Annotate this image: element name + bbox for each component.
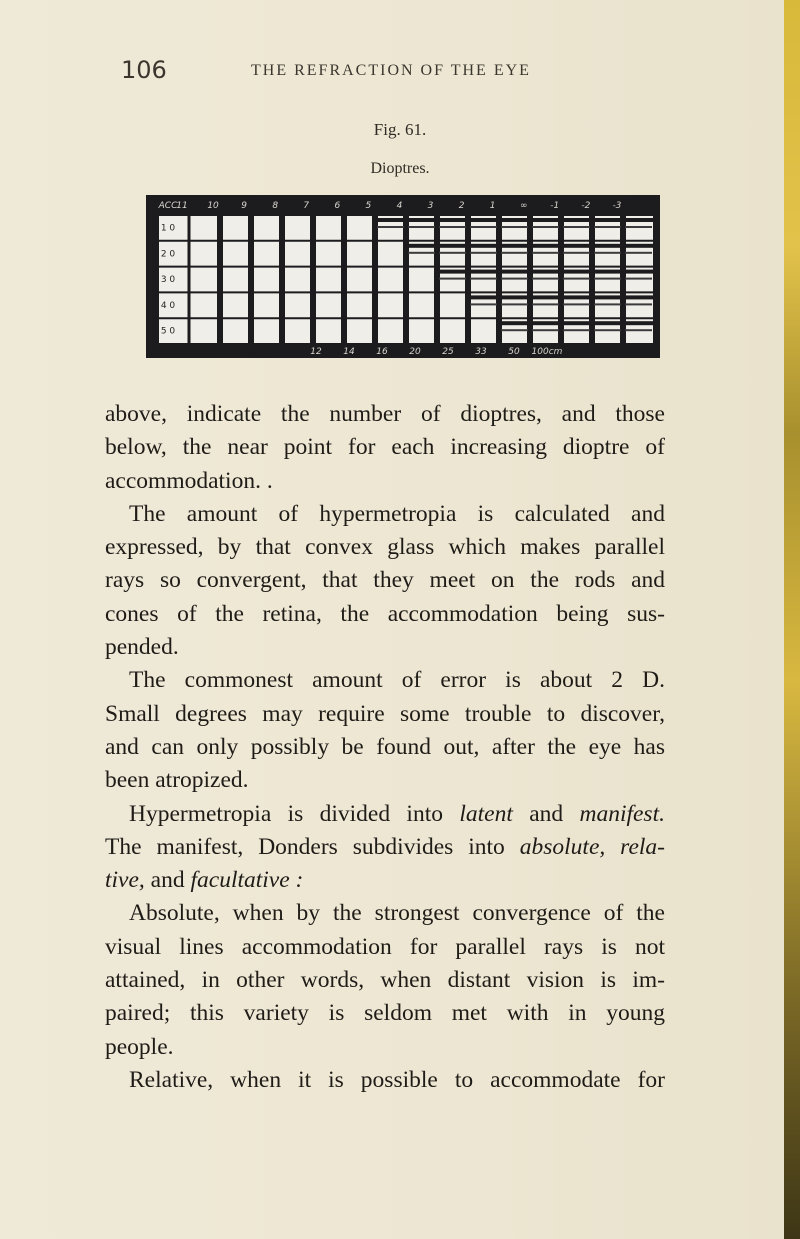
term-manifest: manifest. <box>579 800 665 827</box>
text-line: Relative, when it is possible to accommodate for <box>129 1066 665 1093</box>
accommodation-bar <box>530 270 561 274</box>
body-text <box>105 398 665 1097</box>
top-scale-label: 11 <box>176 201 188 211</box>
accommodation-bar <box>499 218 530 222</box>
accommodation-bar <box>592 321 623 325</box>
accommodation-bar <box>532 252 559 254</box>
accommodation-bar <box>625 329 652 331</box>
accommodation-bar <box>499 321 530 325</box>
text-line: above, indicate the number of dioptres, and those <box>105 401 665 427</box>
row-label: 3 0 <box>160 275 176 286</box>
accommodation-bar <box>530 295 561 299</box>
accommodation-bar <box>530 244 561 248</box>
top-scale-label: 7 <box>303 201 310 211</box>
accommodation-bar <box>563 226 590 228</box>
accommodation-bar <box>623 218 654 222</box>
text-line: Small degrees may require some trouble to discover, <box>105 700 665 727</box>
text-line: below, the near point for each increasing dioptre of <box>105 434 665 461</box>
accommodation-bar <box>501 278 528 280</box>
text-line: expressed, by that convex glass which makes parallel <box>105 534 665 561</box>
accommodation-bar <box>532 278 559 280</box>
accommodation-bar <box>625 278 652 280</box>
accommodation-bar <box>623 270 654 274</box>
running-head: THE REFRACTION OF THE EYE <box>251 62 531 79</box>
accommodation-bar <box>439 252 466 254</box>
accommodation-bar <box>468 270 499 274</box>
accommodation-bar <box>437 244 468 248</box>
text-line: cones of the retina, the accommodation being sus- <box>105 600 665 627</box>
accommodation-bar <box>594 303 621 305</box>
top-scale-label: ∞ <box>519 201 528 211</box>
top-scale-label: -2 <box>581 201 591 211</box>
accommodation-bar <box>501 329 528 331</box>
accommodation-bar <box>563 278 590 280</box>
accommodation-bar <box>530 321 561 325</box>
accommodation-bar <box>406 218 437 222</box>
accommodation-bar <box>592 244 623 248</box>
accommodation-bar <box>594 226 621 228</box>
bottom-scale-label: 14 <box>343 347 355 357</box>
accommodation-bar <box>561 218 592 222</box>
dioptre-diagram <box>146 195 660 358</box>
accommodation-bar <box>530 218 561 222</box>
top-scale-label: 6 <box>334 201 341 211</box>
top-scale-label: ACC <box>158 201 178 211</box>
accommodation-bar <box>499 244 530 248</box>
term-facultative: facultative : <box>190 867 304 894</box>
row-label: 4 0 <box>160 300 176 311</box>
term-latent: latent <box>459 800 513 827</box>
accommodation-bar <box>592 270 623 274</box>
accommodation-bar <box>561 244 592 248</box>
accommodation-bar <box>408 226 435 228</box>
top-scale-label: 10 <box>207 201 219 211</box>
accommodation-bar <box>592 295 623 299</box>
top-scale-label: 2 <box>458 201 465 211</box>
accommodation-bar <box>499 270 530 274</box>
text-line: attained, in other words, when distant vision is im- <box>105 967 665 994</box>
top-scale-label: 3 <box>427 201 434 211</box>
accommodation-bar <box>592 218 623 222</box>
accommodation-bar <box>625 252 652 254</box>
bottom-scale-label: 12 <box>310 347 322 357</box>
bottom-scale-label: 16 <box>376 347 388 357</box>
text-line: paired; this variety is seldom met with in young <box>105 1000 665 1027</box>
accommodation-bar <box>594 278 621 280</box>
text-line: visual lines accommodation for parallel rays is not <box>105 933 665 960</box>
accommodation-bar <box>625 226 652 228</box>
accommodation-bar <box>501 226 528 228</box>
page-number: 106 <box>121 56 167 84</box>
accommodation-bar <box>470 252 497 254</box>
top-scale-label: 4 <box>396 201 403 211</box>
accommodation-bar <box>561 295 592 299</box>
top-scale-label: -3 <box>612 201 622 211</box>
bottom-scale-label: 33 <box>475 347 487 357</box>
accommodation-bar <box>501 303 528 305</box>
accommodation-bar <box>439 278 466 280</box>
bottom-scale-label: 100cm <box>531 347 563 357</box>
top-scale-label: 9 <box>241 201 248 211</box>
row-label: 1 0 <box>160 223 176 234</box>
accommodation-bar <box>437 270 468 274</box>
accommodation-bar <box>594 252 621 254</box>
top-scale-label: -1 <box>550 201 560 211</box>
figure-label: Fig. 61. <box>373 120 427 139</box>
accommodation-bar <box>563 329 590 331</box>
accommodation-bar <box>625 303 652 305</box>
accommodation-bar <box>501 252 528 254</box>
accommodation-bar <box>561 321 592 325</box>
text-line: been atropized. <box>105 767 249 794</box>
accommodation-bar <box>594 329 621 331</box>
text-line: accommodation. . <box>105 467 273 494</box>
accommodation-bar <box>563 303 590 305</box>
term-absolute: absolute, rela- <box>519 833 665 860</box>
accommodation-bar <box>499 295 530 299</box>
text-line: Absolute, when by the strongest convergence of the <box>129 900 665 927</box>
accommodation-bar <box>439 226 466 228</box>
accommodation-bar <box>470 303 497 305</box>
accommodation-bar <box>377 226 404 228</box>
text-line: pended. <box>105 634 179 661</box>
accommodation-bar <box>623 244 654 248</box>
accommodation-bar <box>532 303 559 305</box>
accommodation-bar <box>470 278 497 280</box>
text-line: and can only possibly be found out, after the eye has <box>105 733 665 760</box>
accommodation-bar <box>468 295 499 299</box>
accommodation-bar <box>532 226 559 228</box>
accommodation-bar <box>563 252 590 254</box>
text-line: people. <box>105 1033 174 1060</box>
bottom-scale-label: 50 <box>508 347 520 357</box>
accommodation-bar <box>437 218 468 222</box>
accommodation-bar <box>375 218 406 222</box>
text-line: The amount of hypermetropia is calculated and <box>129 500 665 527</box>
bottom-scale-label: 20 <box>409 347 421 357</box>
bottom-scale-label: 25 <box>442 347 454 357</box>
text-line: The commonest amount of error is about 2 D. <box>129 667 665 694</box>
top-scale-label: 1 <box>489 201 496 211</box>
top-scale-label: 5 <box>365 201 372 211</box>
accommodation-bar <box>468 244 499 248</box>
row-label: 2 0 <box>160 249 176 260</box>
accommodation-bar <box>561 270 592 274</box>
accommodation-bar <box>623 321 654 325</box>
accommodation-bar <box>532 329 559 331</box>
text-line: rays so convergent, that they meet on the rods and <box>105 567 665 594</box>
top-scale-label: 8 <box>272 201 279 211</box>
accommodation-bar <box>470 226 497 228</box>
text-line: tive, and facultative : <box>105 867 304 894</box>
accommodation-bar <box>408 252 435 254</box>
figure-caption: Dioptres. <box>370 160 430 177</box>
page-edge <box>784 0 800 1239</box>
term-relative: tive, <box>105 867 145 894</box>
dioptre-diagram-svg <box>146 195 660 358</box>
text-line: The manifest, Donders subdivides into absolute, rela- <box>105 833 665 860</box>
accommodation-bar <box>406 244 437 248</box>
row-label: 5 0 <box>160 326 176 337</box>
accommodation-bar <box>468 218 499 222</box>
accommodation-bar <box>623 295 654 299</box>
text-line: Hypermetropia is divided into latent and manifest. <box>129 800 665 827</box>
